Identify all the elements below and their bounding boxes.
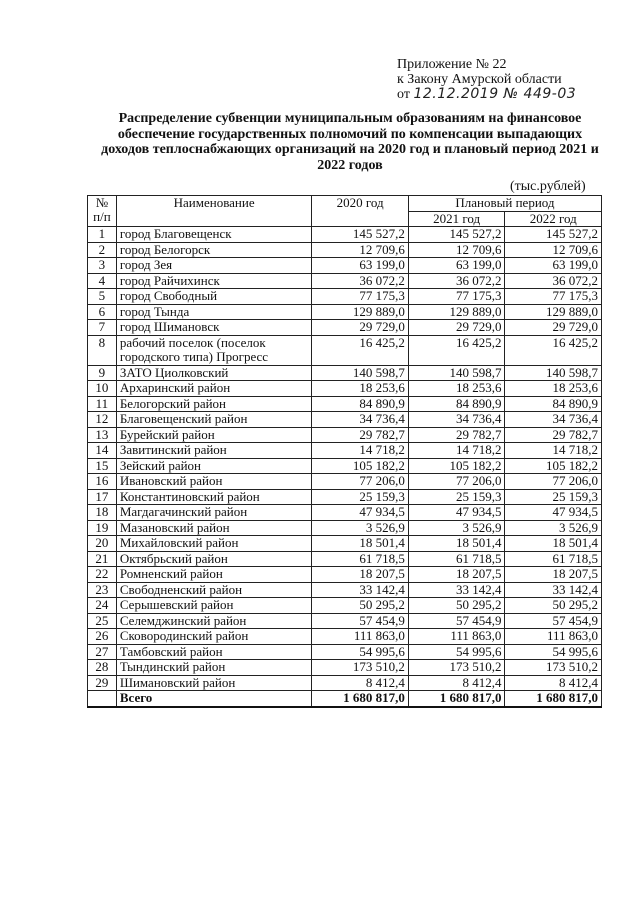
table-row <box>88 660 602 676</box>
row-value-2022: 34 736,4 <box>505 412 602 428</box>
table-row <box>88 489 602 505</box>
row-value-2022: 18 207,5 <box>505 567 602 583</box>
row-value-2020: 29 729,0 <box>312 320 409 336</box>
table-row <box>88 320 602 336</box>
table-row <box>88 520 602 536</box>
row-number: 13 <box>88 427 117 443</box>
row-name: ЗАТО Циолковский <box>116 365 312 381</box>
table-row <box>88 443 602 459</box>
row-value-2020: 129 889,0 <box>312 304 409 320</box>
table-row <box>88 289 602 305</box>
row-value-2021: 29 782,7 <box>408 427 505 443</box>
row-name: город Райчихинск <box>116 273 312 289</box>
row-name: Селемджинский район <box>116 613 312 629</box>
row-name: Ромненский район <box>116 567 312 583</box>
row-name: Сковородинский район <box>116 629 312 645</box>
row-value-2020: 16 425,2 <box>312 335 409 365</box>
row-name: Михайловский район <box>116 536 312 552</box>
row-number: 19 <box>88 520 117 536</box>
table-row <box>88 551 602 567</box>
row-name: Благовещенский район <box>116 412 312 428</box>
subvention-table <box>87 195 602 708</box>
row-number: 25 <box>88 613 117 629</box>
row-value-2021: 18 207,5 <box>408 567 505 583</box>
appendix-block <box>397 57 576 102</box>
row-value-2020: 12 709,6 <box>312 242 409 258</box>
table-row <box>88 582 602 598</box>
row-name: город Зея <box>116 258 312 274</box>
row-value-2021: 3 526,9 <box>408 520 505 536</box>
row-number: 16 <box>88 474 117 490</box>
row-number: 21 <box>88 551 117 567</box>
table-row <box>88 273 602 289</box>
row-value-2021: 33 142,4 <box>408 582 505 598</box>
row-name: город Белогорск <box>116 242 312 258</box>
row-value-2022: 47 934,5 <box>505 505 602 521</box>
row-value-2022: 63 199,0 <box>505 258 602 274</box>
row-value-2022: 36 072,2 <box>505 273 602 289</box>
row-value-2021: 77 175,3 <box>408 289 505 305</box>
row-value-2022: 33 142,4 <box>505 582 602 598</box>
row-value-2021: 57 454,9 <box>408 613 505 629</box>
header-number: № п/п <box>88 196 117 227</box>
table-row <box>88 258 602 274</box>
row-value-2021: 145 527,2 <box>408 227 505 243</box>
row-value-2021: 36 072,2 <box>408 273 505 289</box>
row-value-2022: 25 159,3 <box>505 489 602 505</box>
row-name: рабочий поселок (поселок городского типа) Прогресс <box>116 335 312 365</box>
row-value-2021: 12 709,6 <box>408 242 505 258</box>
table-row <box>88 644 602 660</box>
row-number: 9 <box>88 365 117 381</box>
row-value-2020: 61 718,5 <box>312 551 409 567</box>
appendix-line-1: Приложение № 22 <box>397 57 507 72</box>
row-number: 12 <box>88 412 117 428</box>
row-value-2020: 18 501,4 <box>312 536 409 552</box>
row-value-2021: 29 729,0 <box>408 320 505 336</box>
row-name: Шимановский район <box>116 675 312 691</box>
row-value-2020: 29 782,7 <box>312 427 409 443</box>
row-number: 5 <box>88 289 117 305</box>
row-value-2022: 54 995,6 <box>505 644 602 660</box>
table-row <box>88 365 602 381</box>
row-name: город Шимановск <box>116 320 312 336</box>
row-number: 10 <box>88 381 117 397</box>
row-name: Константиновский район <box>116 489 312 505</box>
row-name: Белогорский район <box>116 396 312 412</box>
row-value-2022: 3 526,9 <box>505 520 602 536</box>
total-label: Всего <box>116 691 312 707</box>
row-value-2022: 16 425,2 <box>505 335 602 365</box>
table-row <box>88 567 602 583</box>
row-value-2020: 50 295,2 <box>312 598 409 614</box>
row-value-2021: 61 718,5 <box>408 551 505 567</box>
row-value-2020: 54 995,6 <box>312 644 409 660</box>
total-row <box>88 691 602 707</box>
row-number: 2 <box>88 242 117 258</box>
row-value-2022: 18 501,4 <box>505 536 602 552</box>
row-number: 18 <box>88 505 117 521</box>
table-row <box>88 396 602 412</box>
row-value-2021: 50 295,2 <box>408 598 505 614</box>
table-row <box>88 227 602 243</box>
header-planned-period: Плановый период <box>408 196 601 212</box>
table-header <box>88 196 602 227</box>
units-label: (тыс.рублей) <box>510 179 586 194</box>
row-value-2020: 25 159,3 <box>312 489 409 505</box>
row-value-2021: 54 995,6 <box>408 644 505 660</box>
header-2022: 2022 год <box>505 211 602 227</box>
row-name: город Тында <box>116 304 312 320</box>
document-title: Распределение субвенции муниципальным образованиям на финансовое обеспечение государственных полномочий по компенсации выпадающих доходов теплоснабжающих организаций на 2020 год и плановый период 2021 и 2022 годов <box>101 111 599 173</box>
row-value-2021: 129 889,0 <box>408 304 505 320</box>
row-number: 7 <box>88 320 117 336</box>
header-2020: 2020 год <box>312 196 409 227</box>
row-value-2020: 84 890,9 <box>312 396 409 412</box>
row-name: Серышевский район <box>116 598 312 614</box>
row-value-2022: 111 863,0 <box>505 629 602 645</box>
row-number: 22 <box>88 567 117 583</box>
row-value-2022: 14 718,2 <box>505 443 602 459</box>
row-name: город Свободный <box>116 289 312 305</box>
table-row <box>88 598 602 614</box>
appendix-date-prefix: от <box>397 87 410 102</box>
row-number: 8 <box>88 335 117 365</box>
row-value-2020: 173 510,2 <box>312 660 409 676</box>
row-number: 6 <box>88 304 117 320</box>
row-name: Завитинский район <box>116 443 312 459</box>
row-value-2020: 140 598,7 <box>312 365 409 381</box>
row-value-2020: 77 175,3 <box>312 289 409 305</box>
row-name: Октябрьский район <box>116 551 312 567</box>
row-value-2020: 18 207,5 <box>312 567 409 583</box>
row-value-2020: 8 412,4 <box>312 675 409 691</box>
handwritten-date-number: 12.12.2019 № 449-03 <box>413 86 577 102</box>
row-value-2020: 34 736,4 <box>312 412 409 428</box>
row-value-2022: 145 527,2 <box>505 227 602 243</box>
row-value-2022: 105 182,2 <box>505 458 602 474</box>
row-number: 28 <box>88 660 117 676</box>
row-value-2021: 84 890,9 <box>408 396 505 412</box>
table-row <box>88 458 602 474</box>
row-value-2020: 3 526,9 <box>312 520 409 536</box>
row-value-2021: 34 736,4 <box>408 412 505 428</box>
row-name: Мазановский район <box>116 520 312 536</box>
total-empty-cell <box>88 691 117 707</box>
row-value-2022: 173 510,2 <box>505 660 602 676</box>
row-value-2022: 129 889,0 <box>505 304 602 320</box>
row-value-2021: 14 718,2 <box>408 443 505 459</box>
row-value-2022: 77 175,3 <box>505 289 602 305</box>
row-number: 15 <box>88 458 117 474</box>
row-value-2020: 47 934,5 <box>312 505 409 521</box>
table-row <box>88 304 602 320</box>
row-value-2020: 105 182,2 <box>312 458 409 474</box>
row-value-2022: 29 729,0 <box>505 320 602 336</box>
row-name: Тамбовский район <box>116 644 312 660</box>
row-number: 29 <box>88 675 117 691</box>
row-value-2022: 8 412,4 <box>505 675 602 691</box>
table-row <box>88 505 602 521</box>
row-value-2021: 8 412,4 <box>408 675 505 691</box>
table-row <box>88 381 602 397</box>
row-value-2020: 145 527,2 <box>312 227 409 243</box>
row-value-2022: 140 598,7 <box>505 365 602 381</box>
row-name: Тындинский район <box>116 660 312 676</box>
row-value-2020: 18 253,6 <box>312 381 409 397</box>
table-row <box>88 427 602 443</box>
row-number: 23 <box>88 582 117 598</box>
table-body <box>88 227 602 707</box>
row-value-2021: 77 206,0 <box>408 474 505 490</box>
row-value-2021: 18 501,4 <box>408 536 505 552</box>
table-row <box>88 474 602 490</box>
row-number: 24 <box>88 598 117 614</box>
row-value-2020: 57 454,9 <box>312 613 409 629</box>
row-value-2022: 61 718,5 <box>505 551 602 567</box>
appendix-line-3 <box>397 87 576 102</box>
row-number: 11 <box>88 396 117 412</box>
row-value-2020: 36 072,2 <box>312 273 409 289</box>
row-value-2021: 140 598,7 <box>408 365 505 381</box>
row-value-2022: 57 454,9 <box>505 613 602 629</box>
row-name: Зейский район <box>116 458 312 474</box>
total-2022: 1 680 817,0 <box>505 691 602 707</box>
table-row <box>88 536 602 552</box>
row-number: 1 <box>88 227 117 243</box>
table-row <box>88 335 602 365</box>
row-value-2020: 14 718,2 <box>312 443 409 459</box>
table-row <box>88 613 602 629</box>
appendix-line-2: к Закону Амурской области <box>397 72 562 87</box>
total-2020: 1 680 817,0 <box>312 691 409 707</box>
row-number: 14 <box>88 443 117 459</box>
row-value-2022: 50 295,2 <box>505 598 602 614</box>
row-name: Свободненский район <box>116 582 312 598</box>
row-value-2020: 63 199,0 <box>312 258 409 274</box>
row-number: 20 <box>88 536 117 552</box>
table-row <box>88 675 602 691</box>
header-2021: 2021 год <box>408 211 505 227</box>
row-number: 27 <box>88 644 117 660</box>
row-number: 26 <box>88 629 117 645</box>
row-number: 3 <box>88 258 117 274</box>
row-value-2022: 12 709,6 <box>505 242 602 258</box>
row-value-2021: 111 863,0 <box>408 629 505 645</box>
table-row <box>88 242 602 258</box>
row-value-2021: 16 425,2 <box>408 335 505 365</box>
row-value-2022: 29 782,7 <box>505 427 602 443</box>
total-2021: 1 680 817,0 <box>408 691 505 707</box>
row-value-2022: 84 890,9 <box>505 396 602 412</box>
row-name: Ивановский район <box>116 474 312 490</box>
header-name: Наименование <box>116 196 312 227</box>
row-value-2021: 173 510,2 <box>408 660 505 676</box>
row-number: 17 <box>88 489 117 505</box>
row-name: Бурейский район <box>116 427 312 443</box>
row-name: Архаринский район <box>116 381 312 397</box>
row-name: Магдагачинский район <box>116 505 312 521</box>
row-number: 4 <box>88 273 117 289</box>
table-row <box>88 412 602 428</box>
row-value-2021: 18 253,6 <box>408 381 505 397</box>
row-name: город Благовещенск <box>116 227 312 243</box>
row-value-2021: 25 159,3 <box>408 489 505 505</box>
row-value-2021: 105 182,2 <box>408 458 505 474</box>
row-value-2021: 47 934,5 <box>408 505 505 521</box>
row-value-2020: 33 142,4 <box>312 582 409 598</box>
row-value-2020: 77 206,0 <box>312 474 409 490</box>
row-value-2022: 77 206,0 <box>505 474 602 490</box>
row-value-2021: 63 199,0 <box>408 258 505 274</box>
table-row <box>88 629 602 645</box>
row-value-2022: 18 253,6 <box>505 381 602 397</box>
row-value-2020: 111 863,0 <box>312 629 409 645</box>
